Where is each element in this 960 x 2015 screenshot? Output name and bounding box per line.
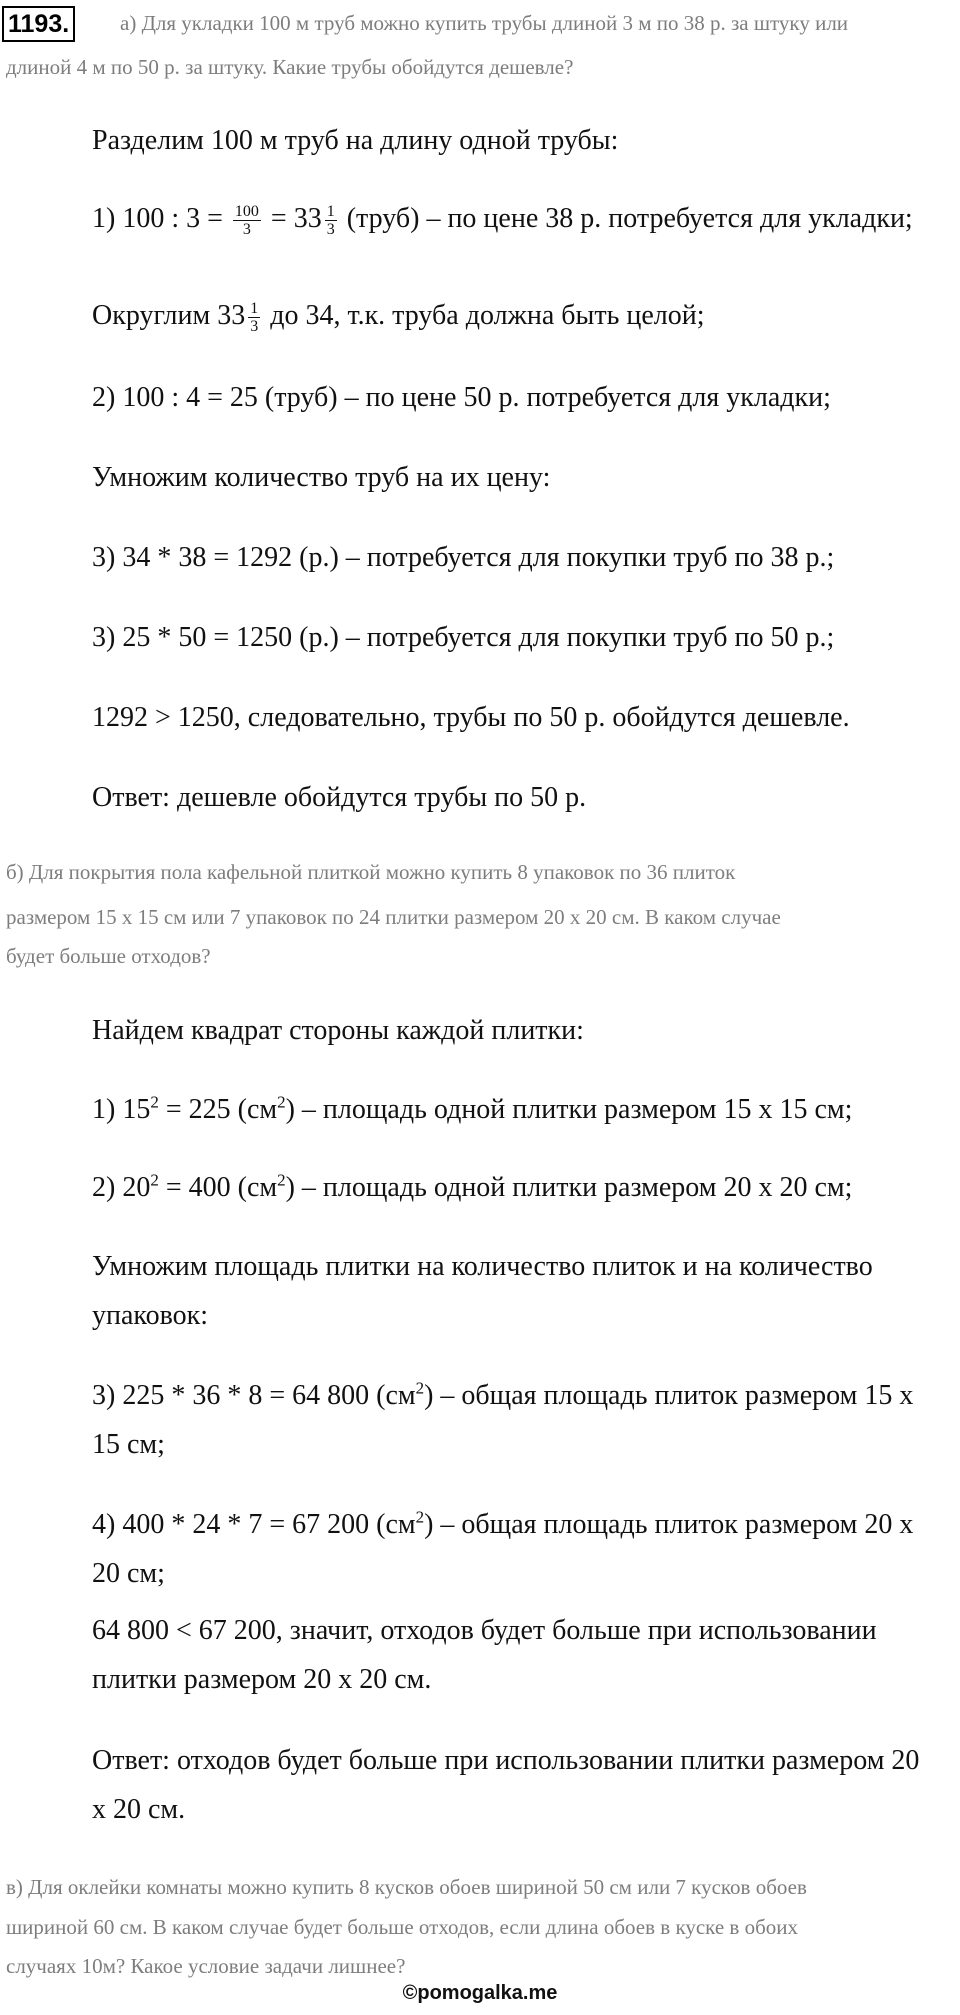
part-a-rounding-start: Округлим 33	[92, 300, 246, 331]
part-a-step-1-mid: = 33	[270, 203, 322, 234]
part-b-multiply-line-2: упаковок:	[92, 1300, 209, 1331]
part-b-step-3-start: 3) 225 * 36 * 8 = 64 800 (см	[92, 1380, 416, 1411]
part-a-question-line-2: длиной 4 м по 50 р. за штуку. Какие трубы обойдутся дешевле?	[6, 55, 574, 79]
part-b-step-4-end: ) – общая площадь плиток размером 20 х	[424, 1509, 914, 1540]
part-b-answer-line-1: Ответ: отходов будет больше при использовании плитки размером 20	[92, 1745, 920, 1776]
fraction-denominator: 3	[326, 221, 335, 239]
part-a-compare: 1292 > 1250, следовательно, трубы по 50 р. обойдутся дешевле.	[92, 702, 850, 733]
fraction-numerator: 1	[326, 203, 335, 221]
part-b-step-2-mid: = 400 (см	[158, 1172, 278, 1203]
part-a-intro: Разделим 100 м труб на длину одной трубы:	[92, 125, 619, 156]
part-b-step-4	[92, 1501, 942, 1549]
fraction-one-third	[248, 300, 260, 335]
part-b-step-2	[92, 1164, 942, 1212]
part-b-compare-line-1: 64 800 < 67 200, значит, отходов будет больше при использовании	[92, 1615, 877, 1646]
unit-exponent: 2	[277, 1170, 286, 1190]
part-b-question-line-1: б) Для покрытия пола кафельной плиткой можно купить 8 упаковок по 36 плиток	[6, 860, 736, 884]
part-b-answer-line-2: х 20 см.	[92, 1794, 186, 1825]
unit-exponent: 2	[415, 1378, 425, 1398]
part-a-rounding	[92, 292, 942, 340]
part-c-question-line-1: в) Для оклейки комнаты можно купить 8 кусков обоев шириной 50 см или 7 кусков обоев	[6, 1875, 807, 1899]
part-b-multiply-line-1: Умножим площадь плитки на количество плиток и на количество	[92, 1251, 873, 1282]
part-a-step-3b: 3) 25 * 50 = 1250 (р.) – потребуется для покупки труб по 50 р.;	[92, 622, 835, 653]
part-b-compare-line-2: плитки размером 20 х 20 см.	[92, 1664, 432, 1695]
part-b-step-3	[92, 1372, 942, 1420]
part-b-intro: Найдем квадрат стороны каждой плитки:	[92, 1015, 584, 1046]
part-a-step-1-start: 1) 100 : 3 =	[92, 203, 223, 234]
fraction-denominator: 3	[242, 221, 251, 239]
exponent: 2	[150, 1092, 159, 1112]
part-b-question-line-2: размером 15 х 15 см или 7 упаковок по 24 плитки размером 20 х 20 см. В каком случае	[6, 905, 781, 929]
part-a-multiply: Умножим количество труб на их цену:	[92, 462, 551, 493]
fraction-denominator: 3	[250, 318, 259, 336]
part-a-rounding-end: до 34, т.к. труба должна быть целой;	[270, 300, 705, 331]
unit-exponent: 2	[415, 1507, 425, 1527]
part-b-step-4-start: 4) 400 * 24 * 7 = 67 200 (см	[92, 1509, 416, 1540]
part-b-step-1-end: ) – площадь одной плитки размером 15 х 15 см;	[285, 1094, 853, 1125]
fraction-100-over-3	[233, 203, 261, 238]
part-a-answer: Ответ: дешевле обойдутся трубы по 50 р.	[92, 782, 587, 813]
part-a-question-line-1: а) Для укладки 100 м труб можно купить трубы длиной 3 м по 38 р. за штуку или	[120, 11, 849, 35]
part-b-step-4-line-2: 20 см;	[92, 1558, 165, 1589]
fraction-one-third	[325, 203, 337, 238]
fraction-numerator: 1	[250, 300, 259, 318]
part-a-step-1	[92, 195, 942, 243]
part-b-question-line-3: будет больше отходов?	[6, 944, 211, 968]
part-b-step-3-line-2: 15 см;	[92, 1429, 165, 1460]
part-a-step-2: 2) 100 : 4 = 25 (труб) – по цене 50 р. потребуется для укладки;	[92, 382, 831, 413]
part-b-step-1	[92, 1086, 942, 1134]
site-watermark: ©pomogalka.me	[402, 1982, 558, 2004]
part-b-step-1-start: 1) 15	[92, 1094, 151, 1125]
part-b-step-3-end: ) – общая площадь плиток размером 15 х	[424, 1380, 914, 1411]
part-b-step-1-mid: = 225 (см	[158, 1094, 278, 1125]
problem-number: 1193.	[2, 6, 75, 42]
part-b-step-2-end: ) – площадь одной плитки размером 20 х 20 см;	[285, 1172, 853, 1203]
part-b-step-2-start: 2) 20	[92, 1172, 151, 1203]
part-a-step-1-end: (труб) – по цене 38 р. потребуется для укладки;	[346, 203, 913, 234]
part-c-question-line-3: случаях 10м? Какое условие задачи лишнее?	[6, 1954, 406, 1978]
part-a-step-3a: 3) 34 * 38 = 1292 (р.) – потребуется для покупки труб по 38 р.;	[92, 542, 835, 573]
part-c-question-line-2: шириной 60 см. В каком случае будет больше отходов, если длина обоев в куске в обоих	[6, 1915, 799, 1939]
unit-exponent: 2	[277, 1092, 286, 1112]
exponent: 2	[150, 1170, 159, 1190]
fraction-numerator: 100	[234, 203, 259, 221]
